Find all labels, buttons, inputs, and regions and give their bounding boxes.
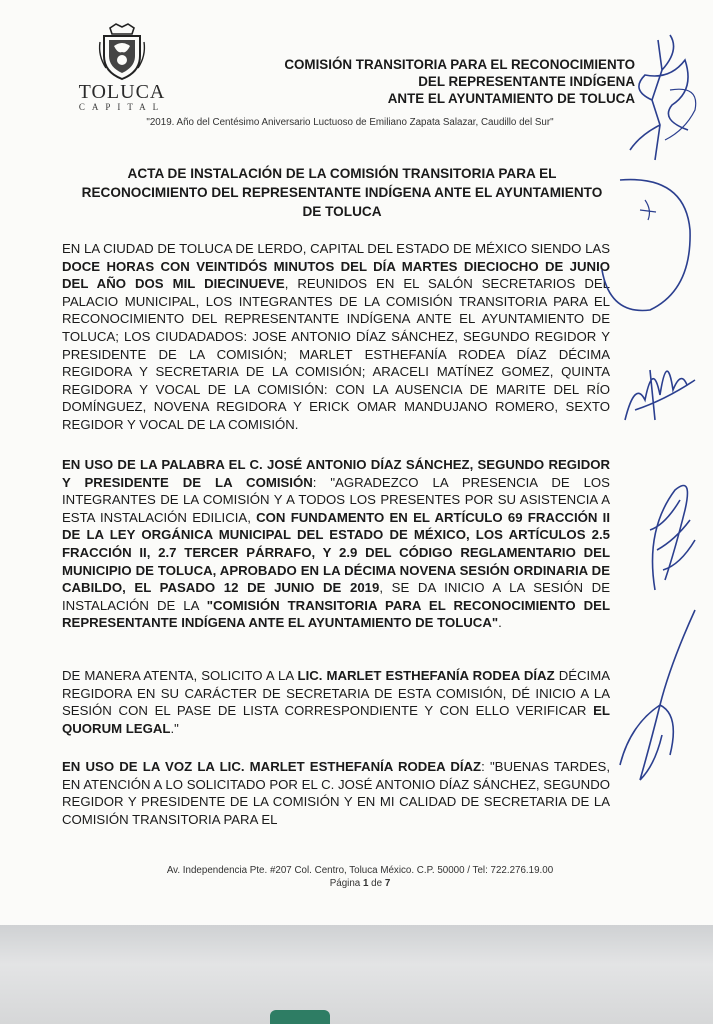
paragraph-bold-text: EN USO DE LA VOZ LA LIC. MARLET ESTHEFANÍA RODEA DÍAZ bbox=[62, 759, 482, 774]
header-title-line: ANTE EL AYUNTAMIENTO DE TOLUCA bbox=[387, 91, 635, 106]
paragraph-text: . bbox=[498, 615, 502, 631]
paragraph-bold-text: "COMISIÓN TRANSITORIA PARA EL RECONOCIMIENTO DEL REPRESENTANTE INDÍGENA ANTE EL AYUNTAMIENTO DE TOLUCA" bbox=[62, 597, 611, 631]
header-title bbox=[215, 56, 635, 107]
page-current: 1 bbox=[362, 878, 369, 889]
signature-lower bbox=[635, 470, 710, 600]
scanner-background bbox=[0, 925, 713, 1024]
paragraph-text: DÉCIMA REGIDORA EN SU CARÁCTER DE SECRETARIA DE ESTA COMISIÓN, DÉ INICIO A LA SESIÓN CON EL PASE DE LISTA CORRESPONDIENTE Y CON ELLO VERIFICAR bbox=[62, 668, 610, 719]
paragraph-request bbox=[62, 667, 610, 737]
footer-address: Av. Independencia Pte. #207 Col. Centro, Toluca México. C.P. 50000 / Tel: 722.276.19.00 bbox=[166, 865, 554, 876]
paragraph-text: DE MANERA ATENTA, SOLICITO A LA bbox=[62, 668, 298, 683]
paragraph-secretary-speech bbox=[62, 758, 610, 828]
signature-bottom bbox=[600, 605, 710, 785]
paragraph-text: EN LA CIUDAD DE TOLUCA DE LERDO, CAPITAL DEL ESTADO DE MÉXICO SIENDO LAS bbox=[62, 241, 610, 256]
page-label: Página bbox=[329, 878, 361, 889]
header-title-line: DEL REPRESENTANTE INDÍGENA bbox=[418, 74, 635, 89]
page-total: 7 bbox=[384, 878, 391, 889]
paragraph-text: : "BUENAS TARDES, EN ATENCIÓN A LO SOLICITADO POR EL C. JOSÉ ANTONIO DÍAZ SÁNCHEZ, SEGUNDO REGIDOR Y PRESIDENTE DE LA COMISIÓN Y EN MI CALIDAD DE SECRETARIA DE LA COMISIÓN TRANSITORIA PARA EL bbox=[62, 759, 611, 827]
binder-clip bbox=[270, 1010, 330, 1024]
paragraph-text: , SE DA INICIO A LA SESIÓN DE INSTALACIÓN DE LA bbox=[62, 580, 611, 613]
paragraph-bold-text: EL QUORUM LEGAL bbox=[62, 703, 610, 736]
paragraph-bold-text: EN USO DE LA PALABRA EL C. JOSÉ ANTONIO DÍAZ SÁNCHEZ, SEGUNDO REGIDOR Y PRESIDENTE DE LA COMISIÓN bbox=[62, 457, 610, 490]
signature-top bbox=[600, 30, 710, 165]
toluca-logo bbox=[72, 22, 172, 132]
document-title bbox=[62, 164, 622, 221]
logo-name: TOLUCA bbox=[78, 81, 166, 103]
paragraph-text: : "AGRADEZCO LA PRESENCIA DE LOS INTEGRANTES DE LA COMISIÓN Y A TODOS LOS PRESENTES POR SU ASISTENCIA A ESTA INSTALACIÓN EDILICIA, bbox=[62, 474, 610, 525]
signature-middle bbox=[615, 340, 705, 430]
logo-subtitle: CAPITAL bbox=[78, 102, 166, 112]
paragraph-text: ." bbox=[170, 720, 179, 736]
document-title-line: ACTA DE INSTALACIÓN DE LA COMISIÓN TRANSITORIA PARA EL bbox=[127, 166, 557, 181]
paragraph-opening bbox=[62, 240, 610, 434]
page-of: de bbox=[371, 878, 383, 889]
paragraph-text: , REUNIDOS EN EL SALÓN SECRETARIOS DEL PALACIO MUNICIPAL, LOS INTEGRANTES DE LA COMISIÓN TRANSITORIA PARA EL RECONOCIMIENTO DEL REPRESENTANTE INDÍGENA ANTE EL AYUNTAMIENTO DE TOLUCA; LOS CIUDADADOS: JOSE ANTONIO DÍAZ SÁNCHEZ, SEGUNDO REGIDOR Y PRESIDENTE DE LA COMISIÓN; MARLET ESTHEFANÍA RODEA DÍAZ DÉCIMA REGIDORA Y SECRETARIA DE LA COMISIÓN; ARACELI MATÍNEZ GOMEZ, QUINTA REGIDORA Y VOCAL DE LA COMISIÓN: CON LA AUSENCIA DE MARITE DEL RÍO DOMÍNGUEZ, NOVENA REGIDORA Y ERICK OMAR MANDUJANO ROMERO, SEXTO REGIDOR Y VOCAL DE LA COMISIÓN. bbox=[62, 276, 610, 432]
document-title-line: DE TOLUCA bbox=[302, 204, 382, 219]
paragraph-bold-text: LIC. MARLET ESTHEFANÍA RODEA DÍAZ bbox=[297, 668, 555, 683]
page-number bbox=[120, 878, 600, 889]
coat-of-arms-icon bbox=[96, 22, 148, 82]
paragraph-bold-text: DOCE HORAS CON VEINTIDÓS MINUTOS DEL DÍA MARTES DIECIOCHO DE JUNIO DEL AÑO DOS MIL DIECINUEVE bbox=[62, 258, 610, 292]
motto: "2019. Año del Centésimo Aniversario Luctuoso de Emiliano Zapata Salazar, Caudillo del Sur" bbox=[146, 117, 554, 128]
signature-circle bbox=[590, 170, 710, 320]
paragraph-president-speech bbox=[62, 456, 610, 632]
document-title-line: RECONOCIMIENTO DEL REPRESENTANTE INDÍGENA ANTE EL AYUNTAMIENTO bbox=[81, 185, 603, 200]
header-title-line: COMISIÓN TRANSITORIA PARA EL RECONOCIMIENTO bbox=[284, 57, 635, 72]
paragraph-bold-text: CON FUNDAMENTO EN EL ARTÍCULO 69 FRACCIÓN II DE LA LEY ORGÁNICA MUNICIPAL DEL ESTADO DE MÉXICO, LOS ARTÍCULOS 2.5 FRACCIÓN II, 2.7 TERCER PÁRRAFO, Y 2.9 DEL CÓDIGO REGLAMENTARIO DEL MUNICIPIO DE TOLUCA, APROBADO EN LA DÉCIMA NOVENA SESIÓN ORDINARIA DE CABILDO, EL PASADO 12 DE JUNIO DE 2019 bbox=[62, 509, 610, 596]
